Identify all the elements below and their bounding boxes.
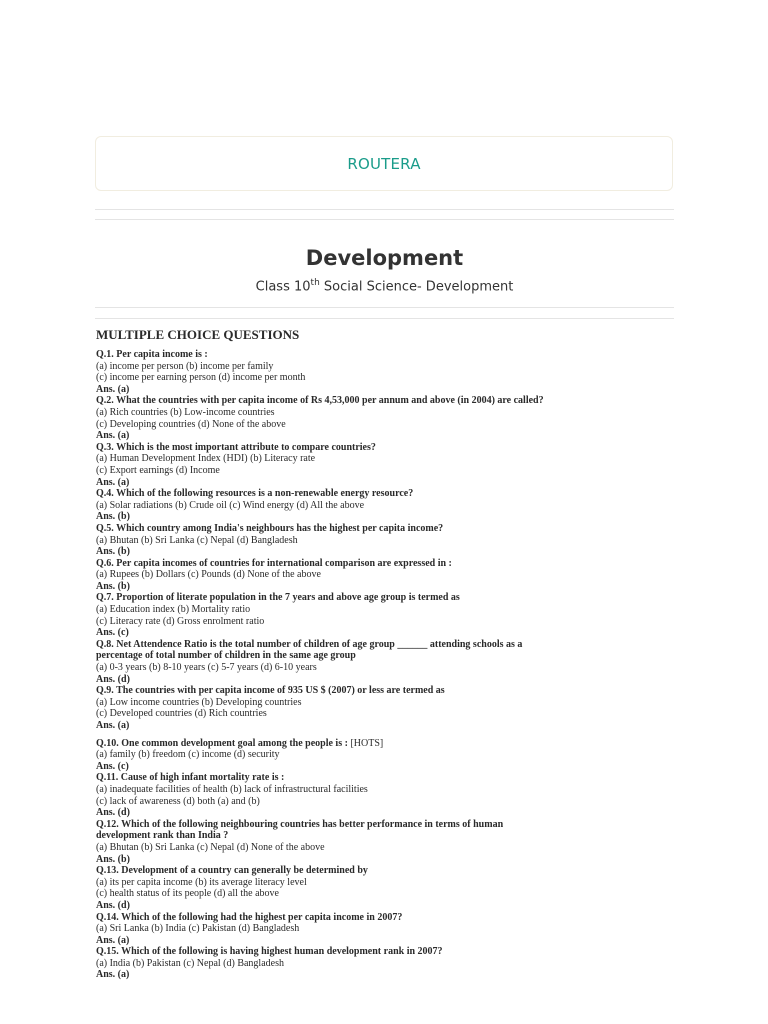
answer-line: Ans. (c) bbox=[96, 627, 129, 639]
divider bbox=[95, 219, 674, 220]
question-stem: Q.11. Cause of high infant mortality rate is : bbox=[96, 772, 285, 784]
option-line: (a) Human Development Index (HDI) (b) Literacy rate bbox=[96, 453, 316, 465]
question-stem: Q.7. Proportion of literate population in the 7 years and above age group is termed as bbox=[96, 592, 460, 604]
option-line: (a) Education index (b) Mortality ratio bbox=[96, 604, 251, 616]
question-block bbox=[96, 912, 546, 947]
question-text bbox=[96, 442, 546, 454]
option-line: (c) Literacy rate (d) Gross enrolment ratio bbox=[96, 615, 265, 627]
answer-line: Ans. (a) bbox=[96, 383, 130, 395]
subtitle-sup: th bbox=[310, 278, 320, 288]
answer-line: Ans. (b) bbox=[96, 546, 130, 558]
question-block bbox=[96, 442, 546, 488]
question-block bbox=[96, 488, 546, 523]
option-line: (a) Solar radiations (b) Crude oil (c) Wind energy (d) All the above bbox=[96, 499, 365, 511]
question-block bbox=[96, 349, 546, 395]
question-block bbox=[96, 946, 546, 981]
question-text bbox=[96, 772, 546, 784]
question-stem: Q.8. Net Attendence Ratio is the total number of children of age group ______ attending schools as a percentage of total number of children in the same age group bbox=[96, 638, 523, 662]
subtitle-suffix: Social Science- Development bbox=[319, 279, 514, 295]
option-line: (c) lack of awareness (d) both (a) and (b) bbox=[96, 795, 260, 807]
divider bbox=[95, 307, 674, 308]
question-block bbox=[96, 772, 546, 818]
answer-line: Ans. (d) bbox=[96, 673, 130, 685]
question-block bbox=[96, 819, 546, 865]
subtitle-prefix: Class 10 bbox=[255, 279, 311, 295]
answer-line: Ans. (d) bbox=[96, 899, 130, 911]
question-stem: Q.2. What the countries with per capita income of Rs 4,53,000 per annum and above (in 2004) are called? bbox=[96, 395, 544, 407]
question-block bbox=[96, 592, 546, 638]
option-line: (a) Bhutan (b) Sri Lanka (c) Nepal (d) Bangladesh bbox=[96, 534, 298, 546]
option-line: (a) 0-3 years (b) 8-10 years (c) 5-7 years (d) 6-10 years bbox=[96, 662, 317, 674]
question-stem: Q.3. Which is the most important attribute to compare countries? bbox=[96, 441, 376, 453]
page-subtitle bbox=[95, 273, 674, 297]
question-stem: Q.13. Development of a country can generally be determined by bbox=[96, 865, 368, 877]
option-line: (a) Rich countries (b) Low-income countries bbox=[96, 406, 275, 418]
question-text bbox=[96, 738, 546, 750]
question-stem: Q.4. Which of the following resources is a non-renewable energy resource? bbox=[96, 488, 414, 500]
question-text bbox=[96, 523, 546, 535]
question-block bbox=[96, 558, 546, 593]
question-text bbox=[96, 488, 546, 500]
answer-line: Ans. (b) bbox=[96, 853, 130, 865]
option-line: (c) health status of its people (d) all the above bbox=[96, 888, 279, 900]
question-block bbox=[96, 523, 546, 558]
option-line: (c) Export earnings (d) Income bbox=[96, 464, 220, 476]
question-stem: Q.6. Per capita incomes of countries for international comparison are expressed in : bbox=[96, 557, 452, 569]
question-text bbox=[96, 685, 546, 697]
question-text bbox=[96, 912, 546, 924]
question-stem: Q.12. Which of the following neighbouring countries has better performance in terms of human development rank than India ? bbox=[96, 818, 504, 842]
option-line: (c) Developed countries (d) Rich countries bbox=[96, 708, 267, 720]
page-title: Development bbox=[305, 246, 464, 270]
section-heading: MULTIPLE CHOICE QUESTIONS bbox=[96, 327, 300, 342]
question-stem: Q.10. One common development goal among the people is : bbox=[96, 737, 348, 749]
question-text bbox=[96, 865, 546, 877]
option-line: (a) income per person (b) income per family bbox=[96, 360, 274, 372]
answer-line: Ans. (b) bbox=[96, 511, 130, 523]
option-line: (a) family (b) freedom (c) income (d) security bbox=[96, 749, 280, 761]
question-stem: Q.14. Which of the following had the highest per capita income in 2007? bbox=[96, 911, 403, 923]
question-block bbox=[96, 685, 546, 731]
option-line: (c) income per earning person (d) income per month bbox=[96, 372, 306, 384]
option-line: (a) Bhutan (b) Sri Lanka (c) Nepal (d) None of the above bbox=[96, 841, 325, 853]
question-text bbox=[96, 819, 546, 842]
answer-line: Ans. (a) bbox=[96, 934, 130, 946]
divider bbox=[95, 318, 674, 319]
question-block bbox=[96, 865, 546, 911]
document-content bbox=[96, 327, 546, 981]
question-text bbox=[96, 946, 546, 958]
answer-line: Ans. (a) bbox=[96, 476, 130, 488]
question-stem: Q.9. The countries with per capita income of 935 US $ (2007) or less are termed as bbox=[96, 685, 445, 697]
answer-line: Ans. (a) bbox=[96, 720, 130, 731]
question-text bbox=[96, 349, 546, 361]
question-stem: Q.15. Which of the following is having highest human development rank in 2007? bbox=[96, 946, 443, 958]
option-line: (a) Low income countries (b) Developing countries bbox=[96, 696, 302, 708]
answer-line: Ans. (d) bbox=[96, 807, 130, 819]
divider bbox=[95, 209, 674, 210]
question-block bbox=[96, 395, 546, 441]
question-text bbox=[96, 558, 546, 570]
brand-banner bbox=[95, 136, 673, 191]
option-line: (a) its per capita income (b) its average literacy level bbox=[96, 876, 307, 888]
answer-line: Ans. (c) bbox=[96, 760, 129, 772]
option-line: (c) Developing countries (d) None of the above bbox=[96, 418, 286, 430]
option-line: (a) inadequate facilities of health (b) lack of infrastructural facilities bbox=[96, 783, 368, 795]
question-stem: Q.1. Per capita income is : bbox=[96, 349, 208, 360]
question-list bbox=[96, 349, 546, 981]
answer-line: Ans. (a) bbox=[96, 430, 130, 442]
question-text bbox=[96, 592, 546, 604]
answer-line: Ans. (b) bbox=[96, 580, 130, 592]
question-text bbox=[96, 395, 546, 407]
question-tag: [HOTS] bbox=[347, 737, 384, 749]
brand-link[interactable]: ROUTERA bbox=[347, 154, 421, 173]
question-stem: Q.5. Which country among India's neighbours has the highest per capita income? bbox=[96, 522, 444, 534]
option-line: (a) India (b) Pakistan (c) Nepal (d) Bangladesh bbox=[96, 957, 284, 969]
question-block bbox=[96, 738, 546, 773]
answer-line: Ans. (a) bbox=[96, 969, 130, 981]
option-line: (a) Rupees (b) Dollars (c) Pounds (d) None of the above bbox=[96, 569, 321, 581]
option-line: (a) Sri Lanka (b) India (c) Pakistan (d) Bangladesh bbox=[96, 923, 300, 935]
question-block bbox=[96, 639, 546, 685]
question-text bbox=[96, 639, 546, 662]
